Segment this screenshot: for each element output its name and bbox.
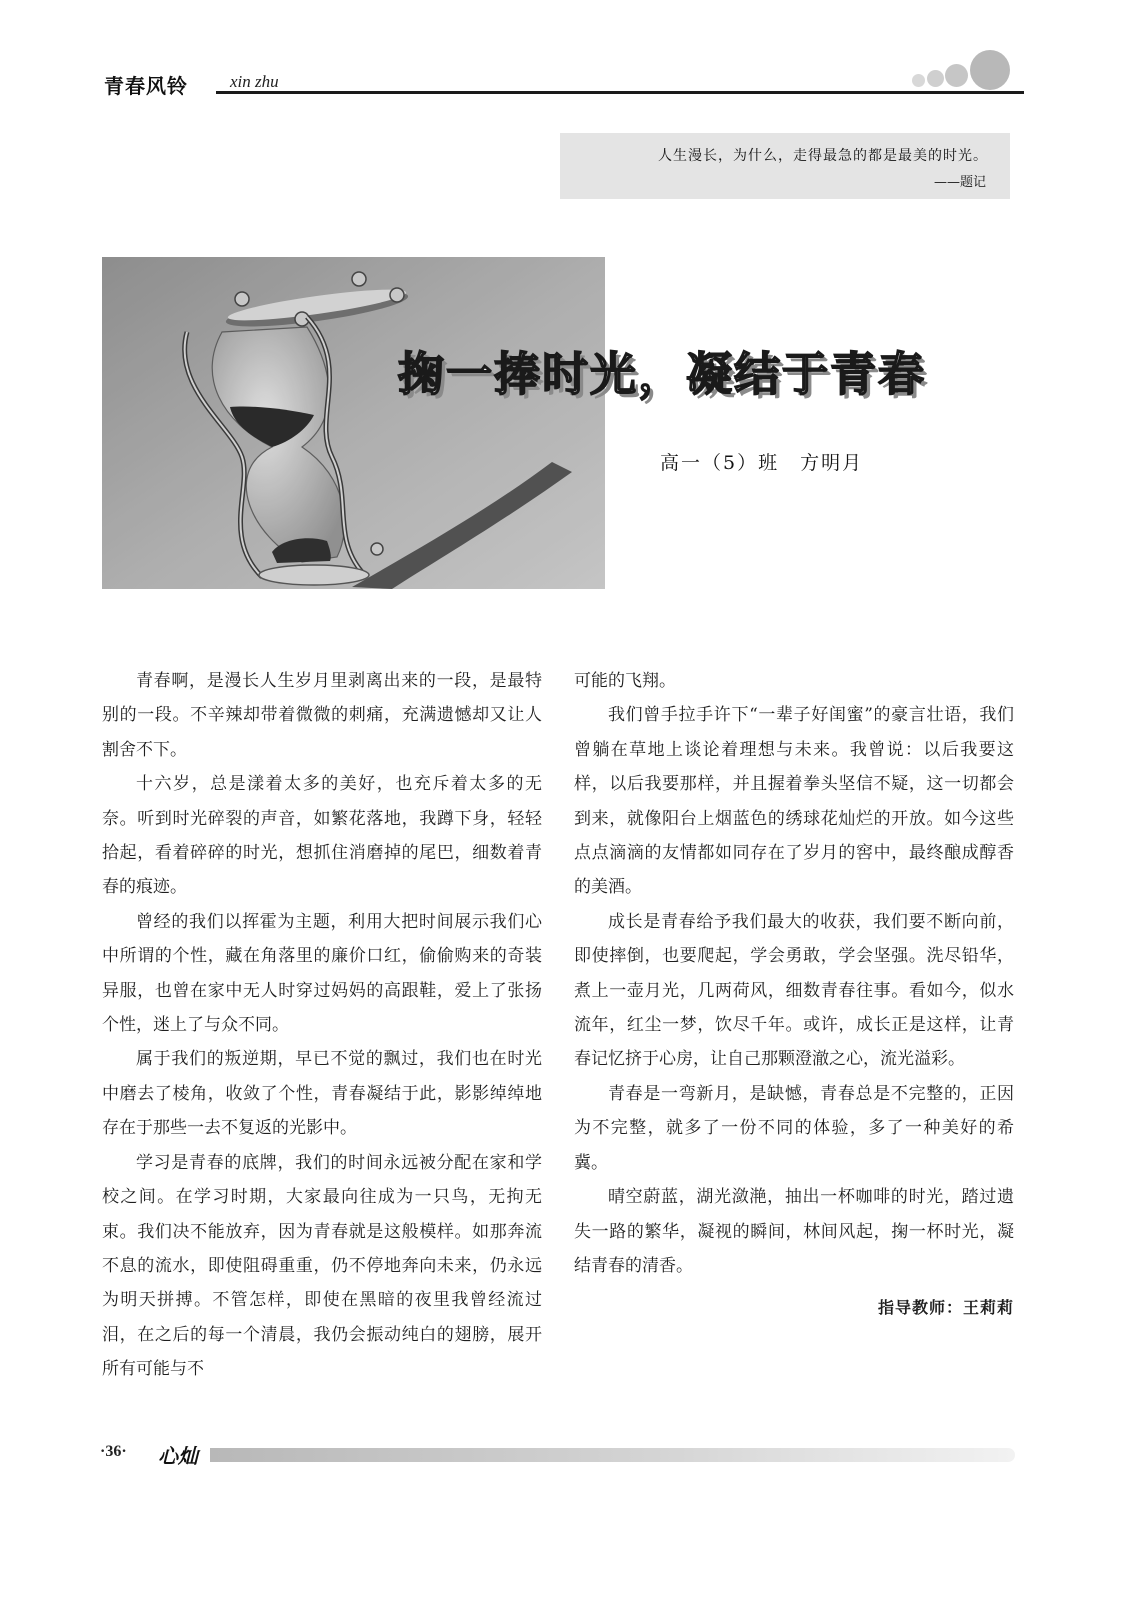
paragraph: 十六岁，总是漾着太多的美好，也充斥着太多的无奈。听到时光碎裂的声音，如繁花落地，我蹲下身，轻轻拾起，看着碎碎的时光，想抓住消磨掉的尾巴，细数着青春的痕迹。 [102, 774, 542, 898]
hourglass-photo [102, 257, 605, 589]
page-number: ·36· [100, 1443, 127, 1460]
hourglass-image [102, 257, 605, 589]
paragraph: 成长是青春给予我们最大的收获，我们要不断向前，即使摔倒，也要爬起，学会勇敢，学会坚强。洗尽铅华，煮上一壶月光，几两荷风，细数青春往事。看如今，似水流年，红尘一梦，饮尽千年。或许，成长正是这样，让青春记忆挤于心房，让自己那颗澄澈之心，流光溢彩。 [574, 911, 1014, 1070]
header-rule [216, 91, 1024, 94]
magazine-name: 心灿 [158, 1444, 198, 1468]
paragraph-continuation: 可能的飞翔。 [574, 671, 676, 691]
epigraph-text: 人生漫长，为什么，走得最急的都是最美的时光。 [658, 148, 988, 164]
paragraph: 属于我们的叛逆期，早已不觉的飘过，我们也在时光中磨去了棱角，收敛了个性，青春凝结于此，影影绰绰地存在于那些一去不复返的光影中。 [102, 1049, 542, 1139]
section-title: 青春风铃 [104, 74, 188, 98]
paragraph: 晴空蔚蓝，湖光潋滟，抽出一杯咖啡的时光，踏过遗失一路的繁华，凝视的瞬间，林间风起，掬一杯时光，凝结青春的清香。 [574, 1187, 1014, 1276]
teacher-credit: 指导教师：王莉莉 [877, 1298, 1014, 1318]
section-pinyin: xin zhu [230, 72, 279, 91]
article-left-column [102, 664, 542, 1387]
paragraph: 曾经的我们以挥霍为主题，利用大把时间展示我们心中所谓的个性，藏在角落里的廉价口红，偷偷购来的奇装异服，也曾在家中无人时穿过妈妈的高跟鞋，爱上了张扬个性，迷上了与众不同。 [102, 911, 542, 1036]
footer-band [210, 1448, 1015, 1462]
article-right-column [574, 664, 1014, 1326]
epigraph-box [560, 133, 1010, 199]
page-footer [100, 1440, 1015, 1470]
epigraph-attribution: ——题记 [933, 175, 986, 190]
paragraph: 青春是一弯新月，是缺憾，青春总是不完整的，正因为不完整，就多了一份不同的体验，多了一种美好的希冀。 [574, 1083, 1014, 1173]
article-byline: 高一（5）班 方明月 [660, 452, 864, 474]
paragraph: 青春啊，是漫长人生岁月里剥离出来的一段，是最特别的一段。不辛辣却带着微微的刺痛，充满遗憾却又让人割舍不下。 [102, 671, 542, 760]
paragraph: 我们曾手拉手许下“一辈子好闺蜜”的豪言壮语，我们曾躺在草地上谈论着理想与未来。我曾说：以后我要这样，以后我要那样，并且握着拳头坚信不疑，这一切都会到来，就像阳台上烟蓝色的绣球花灿烂的开放。如今这些点点滴滴的友情都如同存在了岁月的窖中，最终酿成醇香的美酒。 [574, 705, 1014, 898]
paragraph: 学习是青春的底牌，我们的时间永远被分配在家和学校之间。在学习时期，大家最向往成为一只鸟，无拘无束。我们决不能放弃，因为青春就是这般模样。如那奔流不息的流水，即使阻碍重重，仍不停地奔向未来，仍永远为明天拼搏。不管怎样，即使在黑暗的夜里我曾经流过泪，在之后的每一个清晨，我仍会振动纯白的翅膀，展开所有可能与不 [102, 1152, 542, 1380]
article-title: 掬一捧时光，凝结于青春 [398, 347, 926, 401]
page-header [104, 62, 1024, 112]
